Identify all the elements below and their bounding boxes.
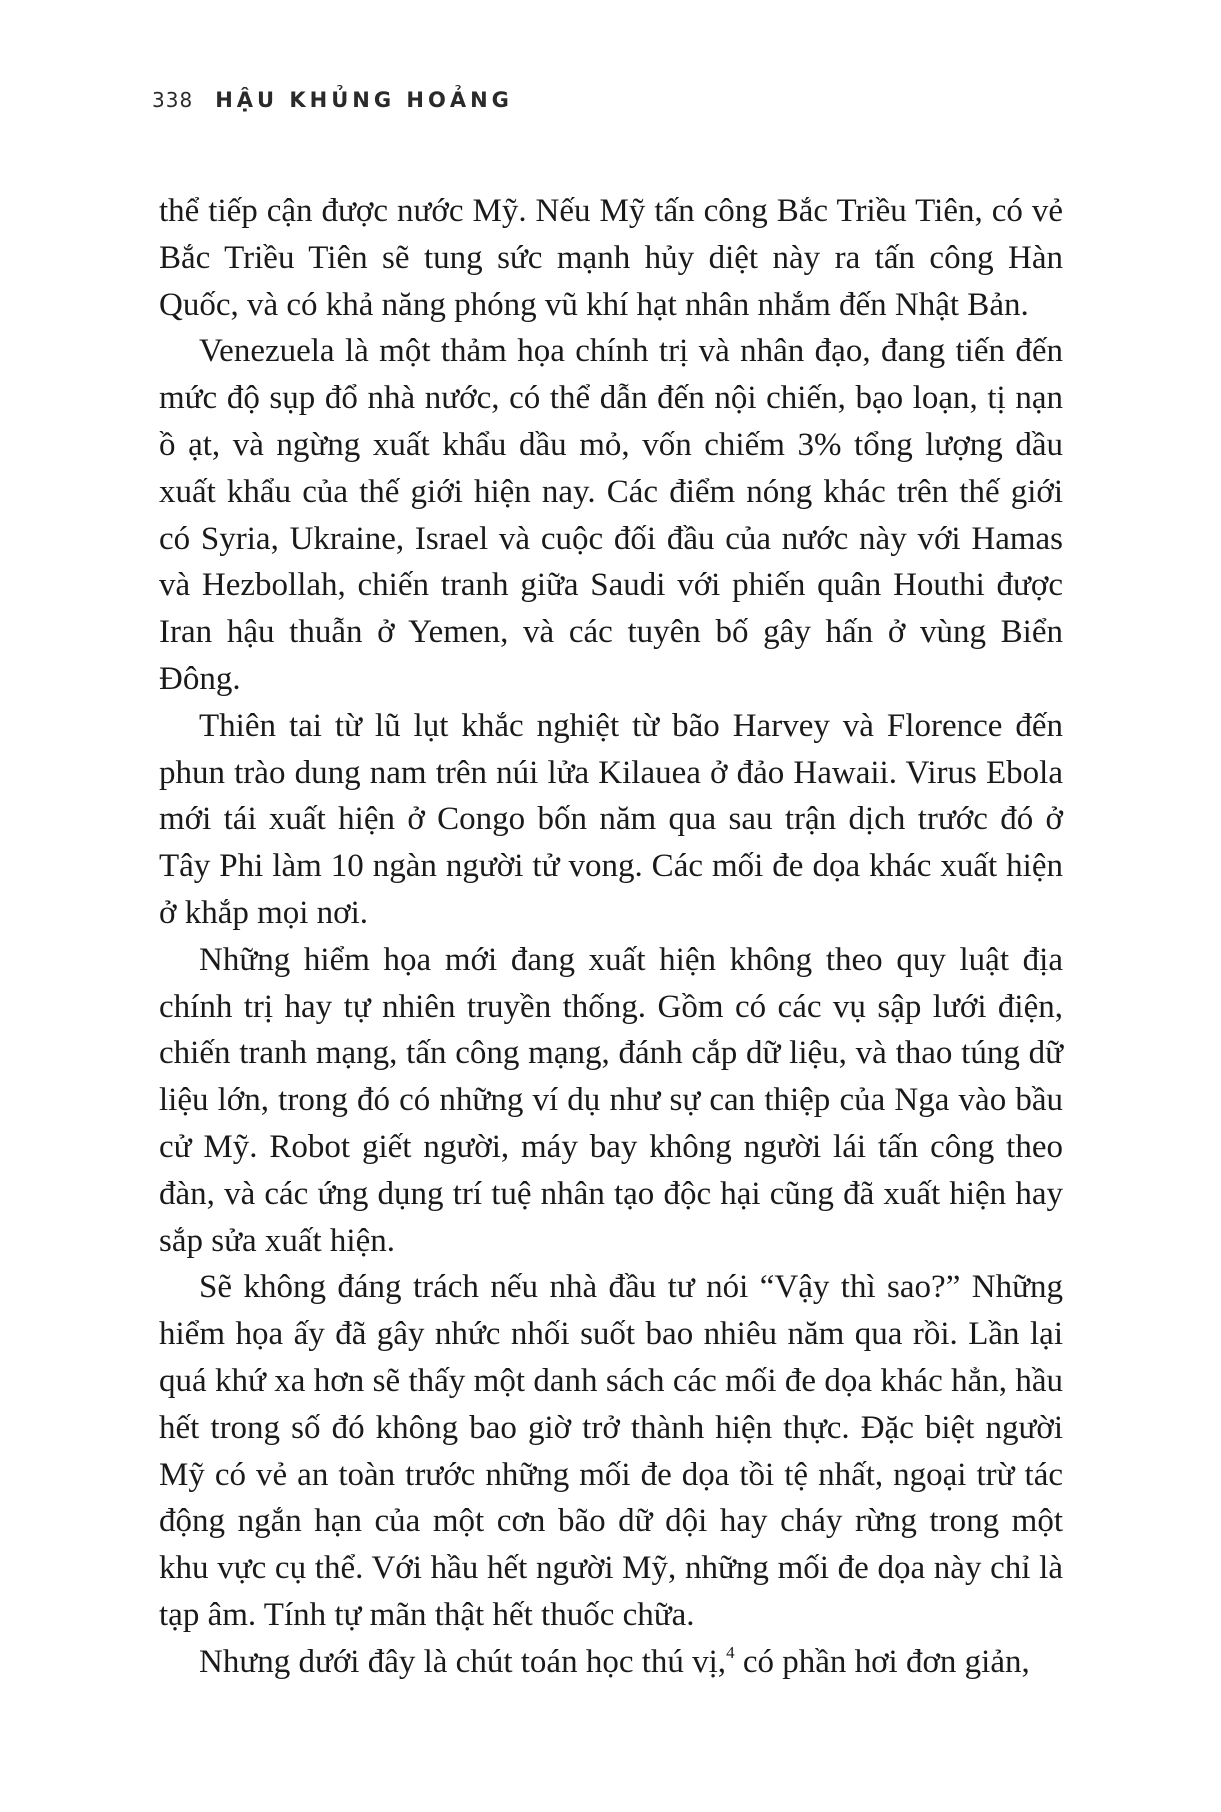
book-title: HẬU KHỦNG HOẢNG (215, 88, 513, 112)
paragraph-1: thể tiếp cận được nước Mỹ. Nếu Mỹ tấn công Bắc Triều Tiên, có vẻ Bắc Triều Tiên sẽ tung sức mạnh hủy diệt này ra tấn công Hàn Quốc, và có khả năng phóng vũ khí hạt nhân nhắm đến Nhật Bản. (159, 193, 1063, 323)
paragraph-6-text-end: có phần hơi đơn giản, (734, 1643, 1030, 1680)
paragraph-4: Những hiểm họa mới đang xuất hiện không theo quy luật địa chính trị hay tự nhiên truyền thống. Gồm có các vụ sập lưới điện, chiến tranh mạng, tấn công mạng, đánh cắp dữ liệu, và thao túng dữ liệu lớn, trong đó có những ví dụ như sự can thiệp của Nga vào bầu cử Mỹ. Robot giết người, máy bay không người lái tấn công theo đàn, và các ứng dụng trí tuệ nhân tạo độc hại cũng đã xuất hiện hay sắp sửa xuất hiện. (159, 941, 1063, 1259)
page-number: 338 (152, 88, 194, 112)
body-text (159, 188, 1063, 1686)
paragraph-5: Sẽ không đáng trách nếu nhà đầu tư nói “Vậy thì sao?” Những hiểm họa ấy đã gây nhức nhối suốt bao nhiêu năm qua rồi. Lần lại quá khứ xa hơn sẽ thấy một danh sách các mối đe dọa khác hẳn, hầu hết trong số đó không bao giờ trở thành hiện thực. Đặc biệt người Mỹ có vẻ an toàn trước những mối đe dọa tồi tệ nhất, ngoại trừ tác động ngắn hạn của một cơn bão dữ dội hay cháy rừng trong một khu vực cụ thể. Với hầu hết người Mỹ, những mối đe dọa này chỉ là tạp âm. Tính tự mãn thật hết thuốc chữa. (159, 1269, 1063, 1633)
paragraph-6-text-start: Nhưng dưới đây là chút toán học thú vị, (199, 1643, 727, 1680)
paragraph-2: Venezuela là một thảm họa chính trị và nhân đạo, đang tiến đến mức độ sụp đổ nhà nước, có thể dẫn đến nội chiến, bạo loạn, tị nạn ồ ạt, và ngừng xuất khẩu dầu mỏ, vốn chiếm 3% tổng lượng dầu xuất khẩu của thế giới hiện nay. Các điểm nóng khác trên thế giới có Syria, Ukraine, Israel và cuộc đối đầu của nước này với Hamas và Hezbollah, chiến tranh giữa Saudi với phiến quân Houthi được Iran hậu thuẫn ở Yemen, và các tuyên bố gây hấn ở vùng Biển Đông. (159, 333, 1063, 697)
paragraph-3: Thiên tai từ lũ lụt khắc nghiệt từ bão Harvey và Florence đến phun trào dung nam trên núi lửa Kilauea ở đảo Hawaii. Virus Ebola mới tái xuất hiện ở Congo bốn năm qua sau trận dịch trước đó ở Tây Phi làm 10 ngàn người tử vong. Các mối đe dọa khác xuất hiện ở khắp mọi nơi. (159, 707, 1063, 931)
footnote-reference: 4 (726, 1642, 735, 1662)
paragraph-6 (159, 1639, 1063, 1686)
running-head (152, 88, 513, 124)
